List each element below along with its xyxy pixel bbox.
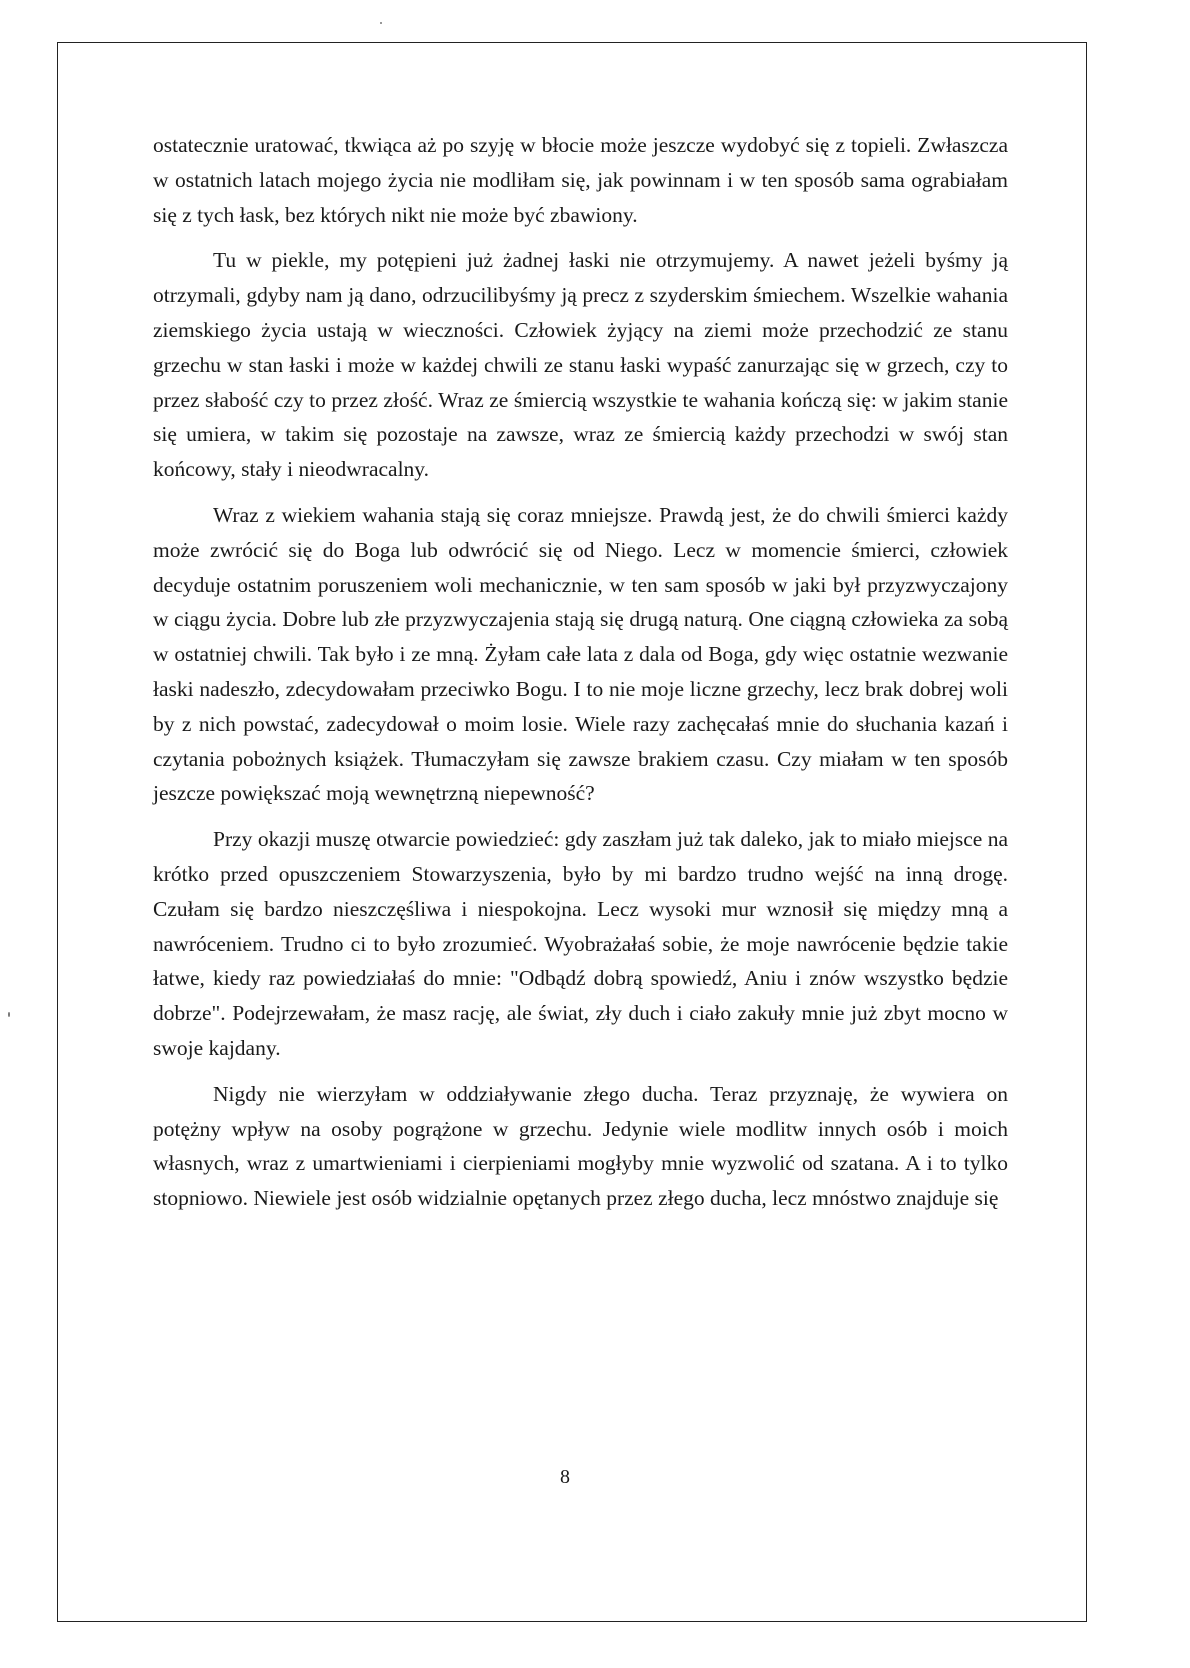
scan-speck <box>380 22 382 24</box>
page-number: 8 <box>560 1466 570 1488</box>
paragraph-5: Nigdy nie wierzyłam w oddziaływanie złego ducha. Teraz przyznaję, że wywiera on potężny wpływ na osoby pogrążone w grzechu. Jedynie wiele modlitw innych osób i moich własnych, wraz z umartwieniami i cierpieniami mogłyby mnie wyzwolić od szatana. A i to tylko stopniowo. Niewiele jest osób widzialnie opętanych przez złego ducha, lecz mnóstwo znajduje się <box>153 1081 1008 1211</box>
document-body <box>153 128 1008 1227</box>
scan-speck <box>8 1012 10 1017</box>
paragraph-1: ostatecznie uratować, tkwiąca aż po szyję w błocie może jeszcze wydobyć się z topieli. Zwłaszcza w ostatnich latach mojego życia nie modliłam się, jak powinnam i w ten sposób sama ograbiałam się z tych łask, bez których nikt nie może być zbawiony. <box>153 133 1008 227</box>
paragraph-2: Tu w piekle, my potępieni już żadnej łaski nie otrzymujemy. A nawet jeżeli byśmy ją otrzymali, gdyby nam ją dano, odrzucilibyśmy ją precz z szyderskim śmiechem. Wszelkie wahania ziemskiego życia ustają w wieczności. Człowiek żyjący na ziemi może przechodzić ze stanu grzechu w stan łaski i może w każdej chwili ze stanu łaski wypaść zanurzając się w grzech, czy to przez słabość czy to przez złość. Wraz ze śmiercią wszystkie te wahania kończą się: w jakim stanie się umiera, w takim się pozostaje na zawsze, wraz ze śmiercią każdy przechodzi w swój stan końcowy, stały i nieodwracalny. <box>153 248 1008 482</box>
paragraph-3: Wraz z wiekiem wahania stają się coraz mniejsze. Prawdą jest, że do chwili śmierci każdy może zwrócić się do Boga lub odwrócić się od Niego. Lecz w momencie śmierci, człowiek decyduje ostatnim poruszeniem woli mechanicznie, w ten sam sposób w jaki był przyzwyczajony w ciągu życia. Dobre lub złe przyzwyczajenia stają się drugą naturą. One ciągną człowieka za sobą w ostatniej chwili. Tak było i ze mną. Żyłam całe lata z dala od Boga, gdy więc ostatnie wezwanie łaski nadeszło, zdecydowałam przeciwko Bogu. I to nie moje liczne grzechy, lecz brak dobrej woli by z nich powstać, zadecydował o moim losie. Wiele razy zachęcałaś mnie do słuchania kazań i czytania pobożnych książek. Tłumaczyłam się zawsze brakiem czasu. Czy miałam w ten sposób jeszcze powiększać moją wewnętrzną niepewność? <box>153 502 1008 806</box>
paragraph-4: Przy okazji muszę otwarcie powiedzieć: gdy zaszłam już tak daleko, jak to miało miejsce na krótko przed opuszczeniem Stowarzyszenia, było by mi bardzo trudno wejść na inną drogę. Czułam się bardzo nieszczęśliwa i niespokojna. Lecz wysoki mur wznosił się między mną a nawróceniem. Trudno ci to było zrozumieć. Wyobrażałaś sobie, że moje nawrócenie będzie takie łatwe, kiedy raz powiedziałaś do mnie: "Odbądź dobrą spowiedź, Aniu i znów wszystko będzie dobrze". Podejrzewałam, że masz rację, ale świat, zły duch i ciało zakuły mnie już zbyt mocno w swoje kajdany. <box>153 827 1008 1060</box>
